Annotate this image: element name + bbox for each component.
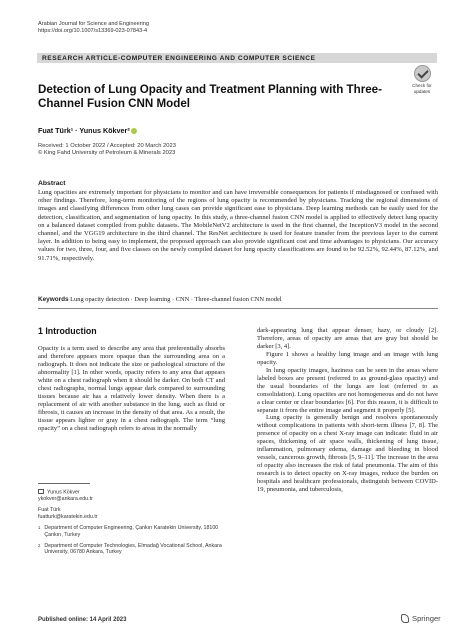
author-names[interactable]: Fuat Türk¹ · Yunus Kökver² <box>38 126 130 135</box>
article-title: Detection of Lung Opacity and Treatment Planning with Three-Channel Fusion CNN Model <box>38 83 382 110</box>
springer-horse-icon <box>401 614 409 623</box>
intro-paragraph: Figure 1 shows a healthy lung image and an image with lung opacity. <box>257 350 438 366</box>
intro-paragraph: In lung opacity images, haziness can be seen in the areas where labeled boxes are present (referred to as ground-glass opacity) and the usual boundaries of the lungs are lost (referred to as consolidation). Lung opacities are not homogeneous and do not have a clear center or clear boundaries [6]. For this reason, it is difficult to separate it from the entire image and segment it properly [5]. <box>257 366 438 414</box>
check-mark-icon <box>414 65 431 82</box>
article-dates <box>38 143 176 157</box>
affiliation-1-number: 1 <box>38 525 41 531</box>
right-column <box>257 327 438 494</box>
journal-header <box>38 21 149 36</box>
section-divider <box>38 308 438 309</box>
corr1-email[interactable]: ykokver@ankara.edu.tr <box>38 495 93 502</box>
affiliation-1-text: Department of Computer Engineering, Çankırı Karatekin University, 18100 Çankırı, Turkey <box>44 525 219 538</box>
corr1-name: Yunus Kökver <box>47 489 80 496</box>
publisher-name: Springer <box>412 614 441 623</box>
affiliation-2 <box>38 543 225 556</box>
check-updates-line2: updates <box>413 89 431 95</box>
article-type-label: RESEARCH ARTICLE-COMPUTER ENGINEERING AND COMPUTER SCIENCE <box>42 54 316 62</box>
journal-doi[interactable]: https://doi.org/10.1007/s13369-023-07843-4 <box>38 28 148 35</box>
abstract-text: Lung opacities are extremely important for physicians to monitor and can have irreversible consequences for patients if misdiagnosed or confused with other findings. Therefore, long-term monitoring of the regions of lung opacity is recommended by physicians. Tracking the regional dimensions of images and classifying differences from other lung cases can provide significant ease to physicians. Deep learning methods can be easily used for the detection, classification, and segmentation of lung opacity. In this study, a three-channel fusion CNN model is applied to effectively detect lung opacity on a balanced dataset compiled from public datasets. The MobileNetV2 architecture is used in the first channel, the InceptionV3 model in the second channel, and the VGG19 architecture in the third channel. The ResNet architecture is used for feature transfer from the previous layer to the current layer. In addition to being easy to implement, the proposed approach can also provide significant cost and time advantages to physicians. Our accuracy values for two, three, four, and five classes on the newly compiled dataset for lung opacity classifications are found to be 92.52%, 92.44%, 87.12%, and 91.71%, respectively. <box>38 189 438 262</box>
envelope-icon <box>38 489 44 494</box>
affiliation-2-number: 2 <box>38 542 41 548</box>
journal-name: Arabian Journal for Science and Engineering <box>38 21 150 27</box>
affiliation-1 <box>38 525 225 538</box>
published-date: Published online: 14 April 2023 <box>38 617 127 623</box>
keywords-text: Lung opacity detection · Deep learning · CNN · Three-channel fusion CNN model <box>70 296 282 303</box>
received-accepted-dates: Received: 1 October 2022 / Accepted: 20 March 2023 <box>38 143 176 149</box>
footnote-divider <box>38 483 90 484</box>
intro-paragraph: Opacity is a term used to describe any area that preferentially absorbs and therefore appears more opaque than the surrounding area on a radiograph. It does not indicate the size or pathological structure of the abnormality [1]. In other words, opacity refers to any area that appears white on a chest radiograph when it should be darker. On both CT and chest radiographs, normal lungs appear dark compared to surrounding tissues because air has a relatively lower density. When there is a replacement of air with another substance in the lung, such as fluid or fibrosis, it causes an increase in the density of that area. As a result, the tissue appears lighter or gray in a chest radiograph. The term “lung opacity” on a chest radiograph refers to areas in the normally <box>38 345 225 432</box>
introduction-heading: 1 Introduction <box>38 326 97 336</box>
author-list <box>38 126 137 135</box>
check-updates-line1: Check for <box>412 83 432 88</box>
corr2-email[interactable]: fuatturk@karatekin.edu.tr <box>38 513 98 520</box>
copyright-line: © King Fahd University of Petroleum & Minerals 2023 <box>38 150 176 157</box>
orcid-icon[interactable] <box>131 128 138 135</box>
left-column <box>38 345 225 432</box>
check-for-updates-badge[interactable] <box>406 65 438 99</box>
article-type-banner <box>37 53 437 63</box>
abstract-section <box>38 180 438 263</box>
corresponding-author-2 <box>38 507 225 520</box>
corresponding-author-1 <box>38 489 225 502</box>
intro-paragraph: dark-appearing lung that appear denser, hazy, or cloudy [2]. Therefore, areas of opacity are areas that are gray but should be darker [3, 4]. <box>257 327 438 350</box>
footnotes <box>38 489 225 561</box>
affiliation-2-text: Department of Computer Technologies, Elmadağ Vocational School, Ankara University, 06780 Ankara, Turkey <box>44 542 222 556</box>
keywords-line <box>38 296 282 303</box>
abstract-heading: Abstract <box>38 180 66 187</box>
keywords-label: Keywords <box>38 296 69 303</box>
corr2-name: Fuat Türk <box>38 507 61 514</box>
publisher-logo[interactable] <box>401 614 441 623</box>
intro-paragraph: Lung opacity is generally benign and resolves spontaneously without complications in patients with short-term illness [7, 8]. The presence of opacity on a chest X-ray image can indicate: fluid in air spaces, thickening of air space walls, thickening of lung tissue, inflammation, pulmonary edema, damage and bleeding in blood vessels, cancerous growth, fibrosis [5, 9–11]. The increase in the area of opacity also increases the risk of fatal pneumonia. The aim of this research is to detect opacity on X-ray images, reduce the burden on hospitals and healthcare professionals, distinguish between COVID-19, pneumonia, and tuberculosis, <box>257 414 438 494</box>
